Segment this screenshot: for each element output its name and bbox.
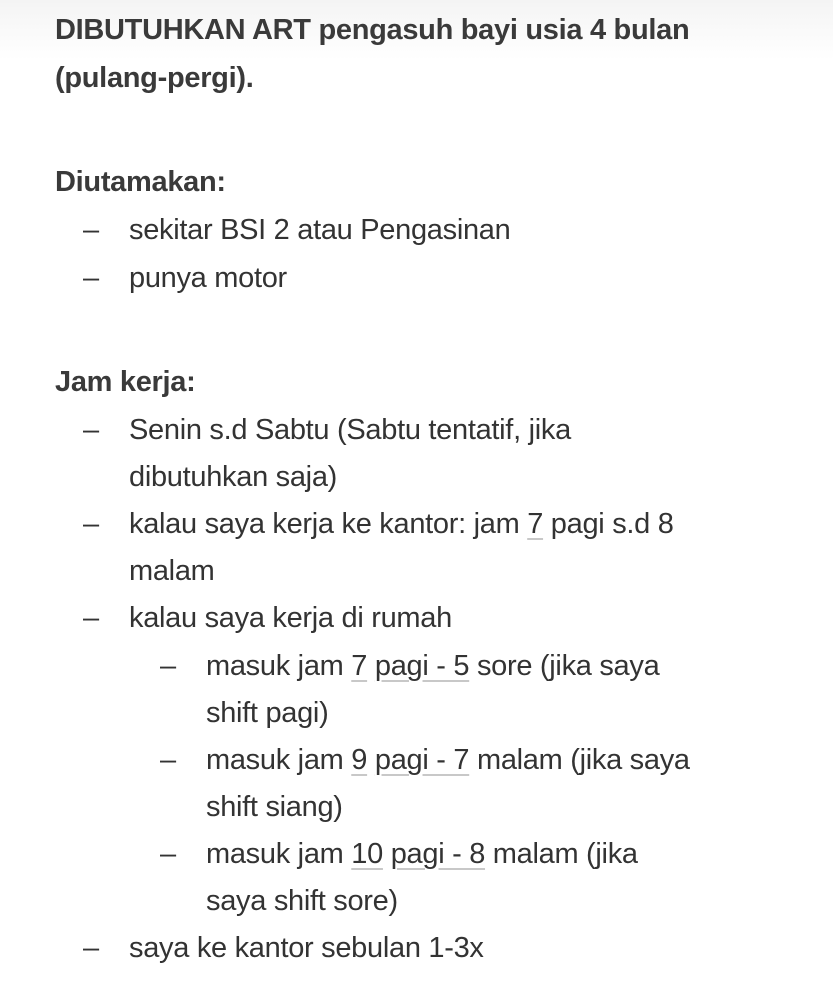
hours-item-office-line2: malam [129, 555, 215, 587]
shift-day-line2: shift siang) [206, 791, 343, 823]
time-link[interactable]: 7 [527, 508, 544, 540]
shift-evening-line2: saya shift sore) [206, 885, 398, 917]
bullet-dash-icon: – [83, 932, 100, 964]
shift-evening-line1: masuk jam 10 pagi - 8 malam (jika [206, 838, 638, 870]
time-link[interactable]: pagi - 7 [374, 744, 470, 776]
shift-morning-line2: shift pagi) [206, 697, 329, 729]
time-link[interactable]: 7 [351, 650, 368, 682]
sub-bullet-dash-icon: – [160, 838, 177, 870]
hours-item-office-line1: kalau saya kerja ke kantor: jam 7 pagi s.d 8 [129, 508, 674, 540]
time-link[interactable]: 10 [351, 838, 383, 870]
hours-item-days-line1: Senin s.d Sabtu (Sabtu tentatif, jika [129, 414, 571, 446]
bullet-dash-icon: – [83, 508, 100, 540]
hours-item-office-frequency: saya ke kantor sebulan 1-3x [129, 932, 484, 964]
preferred-item-motor: punya motor [129, 262, 287, 294]
bullet-dash-icon: – [83, 602, 100, 634]
sub-bullet-dash-icon: – [160, 744, 177, 776]
preferred-heading: Diutamakan: [55, 166, 226, 198]
bullet-dash-icon: – [83, 414, 100, 446]
time-link[interactable]: pagi - 5 [374, 650, 470, 682]
time-link[interactable]: pagi - 8 [390, 838, 486, 870]
time-link[interactable]: 9 [351, 744, 368, 776]
shift-day-line1: masuk jam 9 pagi - 7 malam (jika saya [206, 744, 690, 776]
hours-heading: Jam kerja: [55, 366, 196, 398]
bullet-dash-icon: – [83, 214, 100, 246]
bullet-dash-icon: – [83, 262, 100, 294]
title-line-2: (pulang-pergi). [55, 62, 254, 94]
preferred-item-location: sekitar BSI 2 atau Pengasinan [129, 214, 511, 246]
hours-item-home: kalau saya kerja di rumah [129, 602, 452, 634]
sub-bullet-dash-icon: – [160, 650, 177, 682]
hours-item-days-line2: dibutuhkan saja) [129, 461, 338, 493]
title-line-1: DIBUTUHKAN ART pengasuh bayi usia 4 bulan [55, 14, 690, 46]
shift-morning-line1: masuk jam 7 pagi - 5 sore (jika saya [206, 650, 660, 682]
